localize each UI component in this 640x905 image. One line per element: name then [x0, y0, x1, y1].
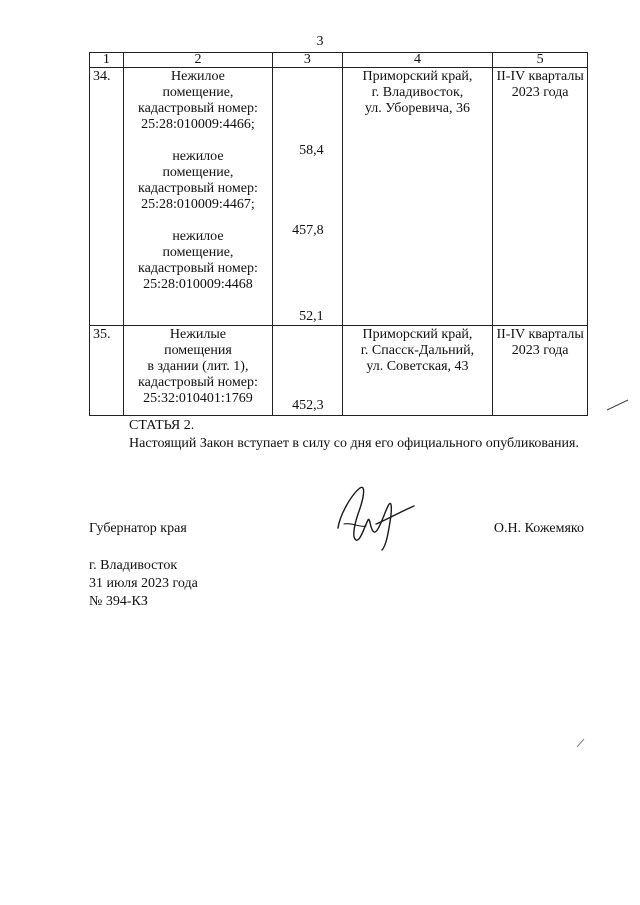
row-number: 34. — [90, 68, 124, 326]
address-cell — [342, 326, 493, 416]
address-line: ул. Уборевича, 36 — [364, 101, 470, 116]
object-line: кадастровый номер: — [138, 261, 258, 276]
article-2 — [89, 417, 588, 453]
object-line: в здании (лит. 1), — [147, 359, 249, 374]
period-line: II-IV кварталы — [496, 327, 584, 342]
area-cell — [273, 326, 342, 416]
object-description — [127, 229, 270, 293]
object-line: 25:28:010009:4467; — [141, 197, 255, 212]
object-line: 25:32:010401:1769 — [143, 391, 253, 406]
object-description-cell — [123, 326, 273, 416]
column-header: 4 — [342, 53, 493, 68]
signature-row — [89, 521, 588, 539]
address-line: Приморский край, — [362, 69, 473, 84]
footer-date: 31 июля 2023 года — [89, 576, 198, 591]
object-line: 25:28:010009:4466; — [141, 117, 255, 132]
column-header: 5 — [493, 53, 588, 68]
period-line: 2023 года — [511, 85, 569, 100]
table-row — [90, 68, 588, 326]
object-line: 25:28:010009:4468 — [143, 277, 253, 292]
column-header: 1 — [90, 53, 124, 68]
object-line: Нежилые — [169, 327, 226, 342]
address-line: г. Владивосток, — [371, 85, 464, 100]
object-line: помещения — [164, 343, 232, 358]
handwritten-signature — [330, 484, 420, 554]
period-line: II-IV кварталы — [496, 69, 584, 84]
object-line: нежилое — [172, 229, 224, 244]
period-line: 2023 года — [511, 343, 569, 358]
scan-mark — [576, 738, 586, 748]
address-line: Приморский край, — [362, 327, 473, 342]
table-row — [90, 326, 588, 416]
object-line: помещение, — [162, 165, 234, 180]
object-description-cell — [123, 68, 273, 326]
area-value: 457,8 — [292, 223, 324, 238]
object-description — [127, 149, 270, 213]
footer-number: № 394-КЗ — [89, 594, 148, 609]
object-line: кадастровый номер: — [138, 181, 258, 196]
area-cell — [273, 68, 342, 326]
address-line: г. Спасск-Дальний, — [360, 343, 475, 358]
address-cell — [342, 68, 493, 326]
area-value: 58,4 — [299, 143, 324, 158]
article-heading: СТАТЬЯ 2. — [129, 418, 195, 433]
table-header-row — [90, 53, 588, 68]
area-value: 452,3 — [292, 398, 324, 413]
document-footer — [89, 557, 198, 611]
period-cell — [493, 68, 588, 326]
article-text: Настоящий Закон вступает в силу со дня его официального опубликования. — [129, 436, 579, 451]
page-number: 3 — [316, 34, 324, 49]
footer-city: г. Владивосток — [89, 558, 178, 573]
period-cell — [493, 326, 588, 416]
address-line: ул. Советская, 43 — [366, 359, 469, 374]
object-line: кадастровый номер: — [138, 375, 258, 390]
object-line: помещение, — [162, 245, 234, 260]
object-line: Нежилое — [171, 69, 225, 84]
object-line: нежилое — [172, 149, 224, 164]
row-number: 35. — [90, 326, 124, 416]
area-value: 52,1 — [299, 309, 324, 324]
object-line: кадастровый номер: — [138, 101, 258, 116]
column-header: 3 — [273, 53, 342, 68]
object-line: помещение, — [162, 85, 234, 100]
signatory-name: О.Н. Кожемяко — [493, 521, 584, 536]
object-description — [127, 69, 270, 133]
scan-mark — [606, 398, 630, 412]
signatory-position: Губернатор края — [89, 521, 187, 536]
column-header: 2 — [123, 53, 273, 68]
objects-table — [89, 52, 588, 416]
object-description — [127, 327, 270, 407]
